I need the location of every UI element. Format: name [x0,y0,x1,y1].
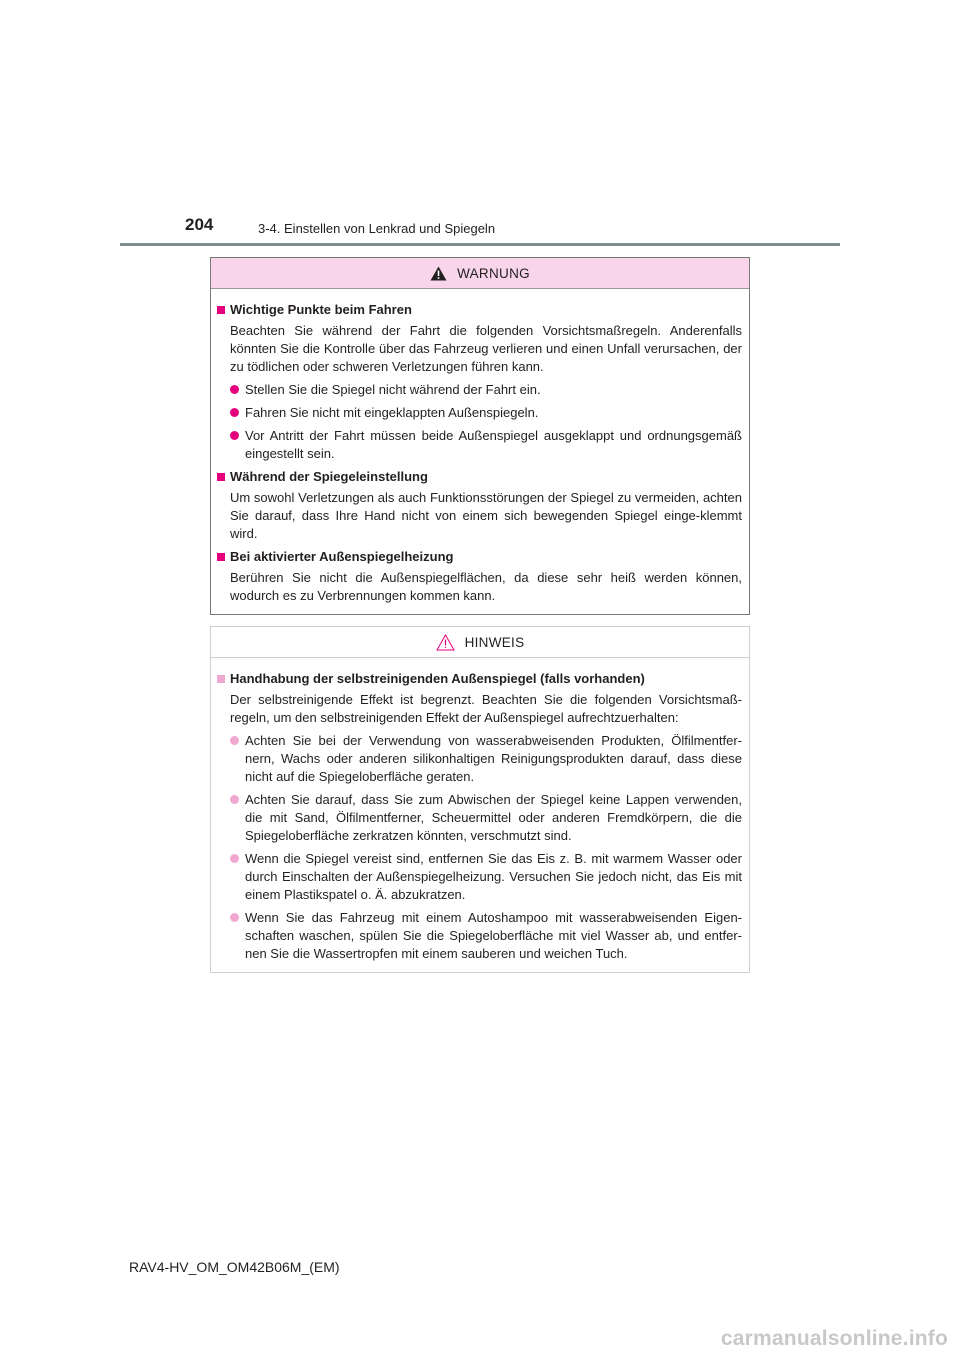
document-code: RAV4-HV_OM_OM42B06M_(EM) [129,1259,340,1275]
warning-title: WARNUNG [457,265,530,281]
section-heading [217,301,742,319]
round-bullet-icon [230,431,239,440]
section-heading [217,548,742,566]
square-bullet-icon [217,675,225,683]
section-paragraph: Beachten Sie während der Fahrt die folgenden Vorsichtsmaßregeln. Anderenfalls könnten Sie die Kontrolle über das Fahrzeug verlieren und einen Unfall verursachen, der zu tödlichen oder schweren Verletzungen führen kann. [230,323,742,374]
section-paragraph: Um sowohl Verletzungen als auch Funktionsstörungen der Spiegel zu vermeiden, achten Sie darauf, dass Ihre Hand nicht von einem sich bewegenden Spiegel einge-klemmt wird. [230,490,742,541]
notice-title: HINWEIS [464,634,525,650]
round-bullet-icon [230,736,239,745]
watermark-link[interactable]: carmanualsonline.info [720,1327,948,1350]
list-item-text: Achten Sie darauf, dass Sie zum Abwischen der Spiegel keine Lappen verwenden, die mit Sand, Ölfilmentferner, Scheuermittel oder anderen Fremdkörpern, die die Spiegeloberfläche zerkratzen könnten, verschmutzt sind. [245,792,742,843]
list-item-text: Vor Antritt der Fahrt müssen beide Außenspiegel ausgeklappt und ordnungsgemäß eingestellt sein. [245,428,742,461]
notice-box [210,626,750,973]
list-item [217,909,742,963]
section-paragraph: Berühren Sie nicht die Außenspiegelflächen, da diese sehr heiß werden können, wodurch es zu Verbrennungen kommen kann. [230,570,742,603]
list-item [217,427,742,463]
warning-body [211,289,749,605]
section-heading-text: Während der Spiegeleinstellung [230,469,428,484]
round-bullet-icon [230,408,239,417]
warning-box [210,257,750,615]
list-item [217,404,742,422]
list-item-text: Achten Sie bei der Verwendung von wasserabweisenden Produkten, Ölfilmentfer-nern, Wachs oder anderen silikonhaltigen Reinigungsprodukten darauf, dass diese nicht auf die Spiegeloberfläche geraten. [245,733,742,784]
section-heading [217,670,742,688]
list-item-text: Fahren Sie nicht mit eingeklappten Außenspiegeln. [245,405,539,420]
list-item-text: Wenn die Spiegel vereist sind, entfernen Sie das Eis z. B. mit warmem Wasser oder durch Einschalten der Außenspiegelheizung. Versuchen Sie jedoch nicht, das Eis mit einem Plastikspatel o. Ä. abzukratzen. [245,851,742,902]
list-item [217,850,742,904]
section-title: 3-4. Einstellen von Lenkrad und Spiegeln [258,221,496,236]
square-bullet-icon [217,553,225,561]
list-item [217,732,742,786]
list-item-text: Wenn Sie das Fahrzeug mit einem Autoshampoo mit wasserabweisenden Eigen-schaften waschen, spülen Sie die Spiegeloberfläche mit viel Wasser ab, und entfer-nen Sie die Wassertropfen mit einem sauberen und weichen Tuch. [245,910,742,961]
section-heading-text: Handhabung der selbstreinigenden Außenspiegel (falls vorhanden) [230,671,645,686]
square-bullet-icon [217,473,225,481]
round-bullet-icon [230,913,239,922]
list-item-text: Stellen Sie die Spiegel nicht während der Fahrt ein. [245,382,541,397]
section-heading-text: Wichtige Punkte beim Fahren [230,302,412,317]
header-rule [120,243,840,246]
square-bullet-icon [217,306,225,314]
round-bullet-icon [230,795,239,804]
warning-header [211,258,749,289]
round-bullet-icon [230,854,239,863]
section-heading [217,468,742,486]
list-item [217,381,742,399]
page-number: 204 [185,215,214,234]
notice-body [211,658,749,963]
caution-triangle-icon [436,634,455,651]
section-paragraph: Der selbstreinigende Effekt ist begrenzt. Beachten Sie die folgenden Vorsichtsmaß-regeln, um den selbstreinigenden Effekt der Außenspiegel aufrechtzuerhalten: [230,692,742,725]
round-bullet-icon [230,385,239,394]
notice-header [211,627,749,658]
list-item [217,791,742,845]
warning-triangle-icon [430,266,447,281]
section-heading-text: Bei aktivierter Außenspiegelheizung [230,549,454,564]
